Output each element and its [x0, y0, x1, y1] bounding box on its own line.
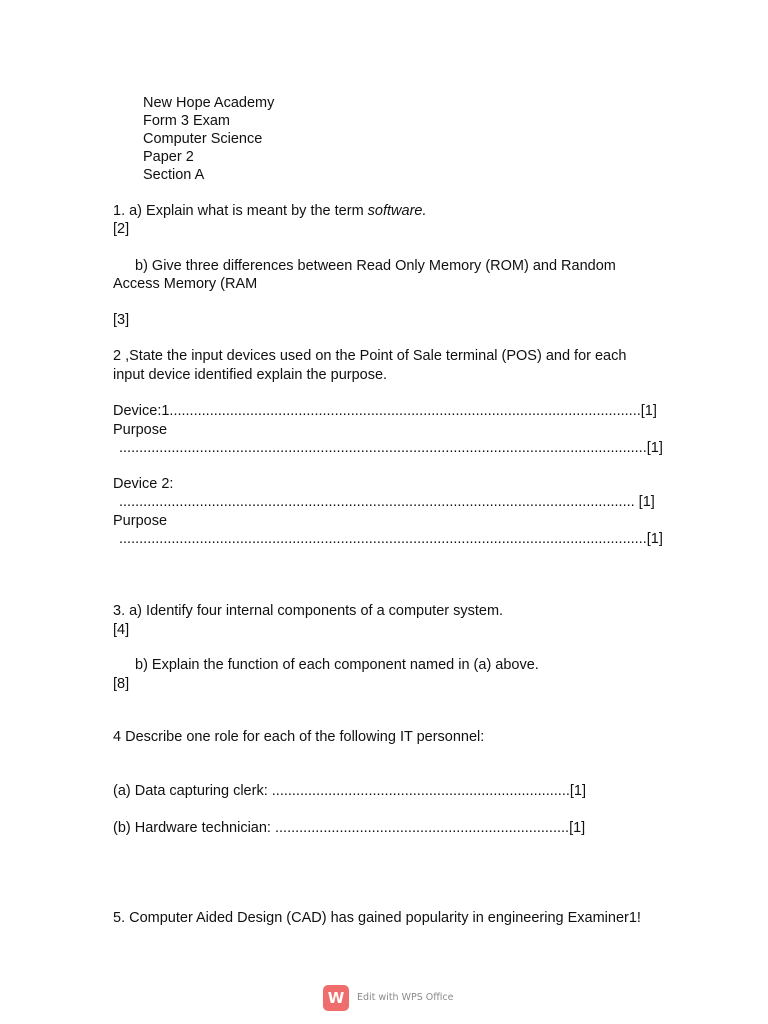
q1a-term: software. — [367, 203, 427, 219]
q2-text-line1: 2 ,State the input devices used on the Point of Sale terminal (POS) and for each — [113, 348, 627, 364]
q4-intro: 4 Describe one role for each of the following IT personnel: — [113, 729, 485, 745]
wps-footer[interactable] — [323, 985, 454, 1011]
q1a-marks: [2] — [113, 221, 130, 237]
q2-device1-line: Device:1.....................................................................................................................[1] — [113, 403, 657, 419]
exam-subject: Computer Science — [143, 131, 263, 147]
q2-purpose2-label: Purpose — [113, 513, 168, 529]
q3b-marks: [8] — [113, 676, 130, 692]
q1b-text-line2: Access Memory (RAM — [113, 276, 258, 292]
exam-form: Form 3 Exam — [143, 113, 231, 129]
q1a-text — [113, 202, 427, 220]
q3a-text: 3. a) Identify four internal components of a computer system. — [113, 603, 504, 619]
q2-device2-answer-line: ................................................................................................................................ [1] — [119, 494, 655, 510]
q3a-marks: [4] — [113, 622, 130, 638]
q2-text-line2: input device identified explain the purpose. — [113, 367, 388, 383]
q2-purpose1-label: Purpose — [113, 422, 168, 438]
q2-device2-label: Device 2: — [113, 476, 174, 492]
wps-edit-label[interactable]: Edit with WPS Office — [357, 992, 454, 1003]
q3b-text: b) Explain the function of each component named in (a) above. — [135, 657, 539, 673]
exam-paper: Paper 2 — [143, 149, 194, 165]
school-name: New Hope Academy — [143, 95, 275, 111]
q1b-text-line1: b) Give three differences between Read Only Memory (ROM) and Random — [135, 258, 616, 274]
q2-purpose1-answer-line: ...................................................................................................................................[1] — [119, 440, 663, 456]
q1b-marks: [3] — [113, 312, 130, 328]
wps-logo-icon[interactable]: W — [323, 985, 349, 1011]
exam-section: Section A — [143, 167, 205, 183]
q4b-text: (b) Hardware technician: .........................................................................[1] — [113, 820, 586, 836]
q1a-prefix: 1. a) Explain what is meant by the term — [113, 203, 368, 219]
q5-text: 5. Computer Aided Design (CAD) has gained popularity in engineering Examiner1! — [113, 910, 641, 926]
q2-purpose2-answer-line: ...................................................................................................................................[1] — [119, 531, 663, 547]
q4a-text: (a) Data capturing clerk: ..........................................................................[1] — [113, 783, 586, 799]
